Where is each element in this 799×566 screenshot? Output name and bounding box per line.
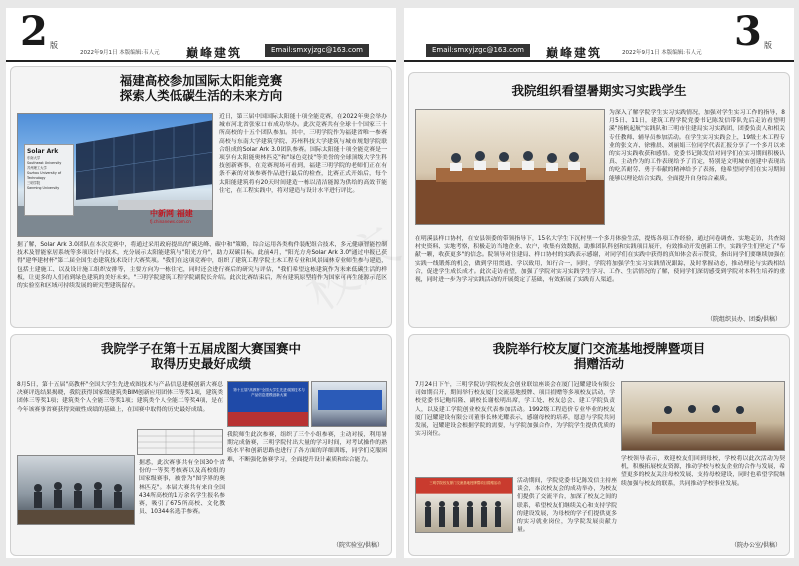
article-title: 捐赠活动: [573, 356, 624, 371]
article-bim: [10, 334, 392, 556]
screen-text: 第十五届"高教杯"全国大学生先进成图技术与产品信息建模创新大赛: [233, 388, 305, 397]
article-text-full: 据了解，Solar Ark 3.0团队在本次竞赛中，将通过采用政府提出的"碳达峰、碳中和"策略，综合运用各类构件装配组合技术，多元健康智能控制技术及智能家居系统等多项设计与技术，充分展示太阳能建筑与"阳光方舟"，助力双碳目标。此前4月，"阳光方舟Solar Ark 3.0"通过申报已获得"建华建材杯"第二届全国生态建筑技术设计大赛奖项。"我们在这项竞赛中，组织了建筑工程学院土木工程专业和风景园林专业师生参与建造，包括土建施工、以及设计施工组织安排等，主要方向为一栋住宅，同时还会进行赛后的研究与评估，"我们希望这栋建筑作为未来低碳生活的样板，让更多的人们看到绿色建筑的美好未来。"三明学院建筑工程学院副院长介绍。此次比赛结束后，所有建筑原型将作为国家可再生能源示范区的实验室和区域可持续发展的研究型建筑留存。: [17, 242, 387, 290]
article-text-column-2: 我院师生此次参赛，组织了三个小组参赛，主动对接，利用暑期完成备赛，三明学院付出大量的学习时间，对考试操作的熟练水平和创新思路也进行了各方面的详细训练，同学们克服困难，不断强化备赛学习，全面提升设计素质和综合能力。: [227, 432, 387, 463]
paper-title: 巅峰建筑: [546, 46, 603, 60]
email-label: Email:smxyjzgc@163.com: [426, 44, 530, 57]
left-page: [6, 8, 396, 558]
banner-text: 三明学院校友厦门交流基地授牌暨项目捐赠活动: [429, 481, 501, 485]
article-credit: （院办公室/供稿）: [730, 542, 781, 549]
article-text-column: 8月5日，第十五届"高教杯"全国大学生先进成图技术与产品信息建模创新大赛总决赛评选结果揭晓，我院获得国家级建筑类BIM创新应用团体三等奖1项，建筑类团体三等奖1项；建筑类个人全能三等奖1项；建筑类个人全能二等奖4项，是在今年该赛事省赛获得突破性成绩的基础上，在国赛中取得的历史最好成绩。: [17, 382, 223, 413]
group-photo: [415, 477, 513, 533]
photo-watermark: 中新网 福建: [150, 209, 193, 218]
paper-title: 巅峰建筑: [186, 46, 243, 60]
edition-label: 版: [50, 41, 58, 50]
page-number: 2: [20, 8, 48, 55]
article-title: 我院组织看望暑期实习实践学生: [511, 83, 687, 98]
article-text-full: 在明溪县样口协村，在安县领委的带领指导下，15名大学生下沉村里一个多月体验生活，提炼各项工作经验，通过问卷调查、实地走访，共查阅村史资料、实地考察，积极走访当地企业、农户，收集有效数据，助推团队科创和实践项目展开，有效推动开发创新工作，实践学生们坚定了"奉献一颗，收获更多"的信念。院领导对住建局、样口协村的实践表示感谢，对同学们在实践中获得的真知体会表示赞赏，指出同学们要继续加强在实践一线锻炼的机会，做到学用贯通、学以致用，知行合一，同时，学院将加强学生实习实践情况跟踪，及时掌握动态，推动理论与实践相结合，促进学生成长成才。此次走访看望，加强了学院对实习实践学生学习、工作、生活情况的了解，使同学们深切感受到学院对本科生培养的重视，同时进一步为学习实践活动的开展奠定了基础，有效拓展了实践育人渠道。: [415, 236, 785, 284]
article-text-column: 近日，第三届中国国际太阳能十项全能竞赛，在2022年奥会举办城市河北省张家口市成功举办。此次竞赛共有全球十个国家三十所高校的十五个团队参加。其中，三明学院作为福建省唯一参赛高校与东南大学建筑学院、苏州科技大学建筑与城市规划学院联合组成的Solar Ark 3.0团队参赛。国际太阳能十项全能竞赛是一项享有太阳能奥林匹克"和"绿色竞技"等美誉的全球顶级大学生科技创新赛事，在竞赛现场可看到，福建三明学院的老师们正在有条不紊的对该参赛作品进行最后的检查，比赛正式开始后，每个太阳能建筑将有20天时间建造一栋以清洁能源为供给的高效节能住宅，在工程实践中，将对建造与设计水平进行评比。: [219, 114, 387, 194]
article-title: 福建高校参加国际太阳能竞赛: [119, 73, 283, 88]
header-rule: [404, 60, 794, 62]
solar-house-photo: [17, 113, 213, 237]
ceremony-photo: [311, 381, 387, 427]
right-page: [404, 8, 794, 558]
article-text-column: 为深入了解学院学生实习实践情况，加强对学生实习工作的指导，8月5日、11日，建筑工程学院党委书记陈发信带队先后走访看望明溪"扬帆起航"实践队和三明市住建局实习实践团，团委负责人和相关专任教师、辅导员参加活动。在学生实习实践会上，19级土木工程专业的张文卉、徐雅晨、刘丽娟三位同学代表汇报分享了一个多月以来的实习实践收获和感悟。党委书记陈发信对同学们在实习期间积极认真、主动作为的工作表现给予了肯定，特别是文明城市创建中表现出的吃苦耐劳、勇于奉献的精神给予了表扬，他希望同学们在实习期间能够以理论结合实践，全面提升自身综合素质。: [609, 110, 785, 182]
meeting-photo: [415, 109, 605, 225]
article-credit: （院实验室/供稿）: [332, 542, 383, 549]
right-masthead: [404, 8, 794, 58]
award-screen-photo: [227, 381, 309, 427]
photo-watermark-url: fj.chinanews.com.cn: [150, 219, 191, 224]
article-title: 我院举行校友厦门交流基地授牌暨项目: [492, 341, 706, 356]
page-number: 3: [734, 8, 762, 55]
article-text-column-2: 学校领导表示，欢迎校友们回到母校，学校将以此次活动为契机，积极拓展校友资源，推动学校与校友企业的合作与发展，希望更多的校友关注母校发展、支持母校建设，同时也希望学院继续加强与校友的联系，共同推动学校事业发展。: [621, 456, 785, 487]
article-title: 取得历史最好成绩: [150, 356, 251, 371]
email-label: Email:smxyjzgc@163.com: [265, 44, 369, 57]
article-text-full: 活动期间，学院党委书记陈发信主持座谈会，本次校友会的成功举办，为校友们提供了交流平台，加深了校友之间的联系，希望校友们继续关心和支持学院的建设发展，为母校的学子们提供更多的实习就业岗位，为学院发展贡献力量。: [517, 478, 617, 534]
left-masthead: [6, 8, 396, 58]
date-line: 2022年9月1日 本版编辑:韦人元: [622, 50, 702, 56]
score-table-image: [137, 429, 223, 455]
article-credit: （院组织员办、团委/供稿）: [706, 316, 781, 323]
header-rule: [6, 60, 396, 62]
signing-photo: [621, 381, 785, 451]
team-photo: [17, 455, 135, 525]
article-text-full: 据悉，此次赛事共有全国30个省份的一等奖考核赛以及高校组的国家级赛事，被誉为"图学界的奥林匹克"。本届大赛共有来自全国434所高校的1万余名学生报名参赛，吸引了675所高校、文化教员、10344名选手参赛。: [139, 460, 225, 516]
article-title: 我院学子在第十五届成图大赛国赛中: [100, 341, 301, 356]
article-internship: [408, 72, 790, 328]
date-line: 2022年9月1日 本版编辑:韦人元: [80, 50, 160, 56]
article-solar: [10, 66, 392, 328]
article-title: 探索人类低碳生活的未来方向: [119, 88, 283, 103]
edition-label: 版: [764, 41, 772, 50]
article-text-column: 7月24日下午，三明学院访学院校友会创业联谊座谈会在厦门冠耀建设有限公司如期召开，期间举行校友厦门交流基地授牌、项目捐赠等多项校友活动，学校党委书记鲍绍隆、副校长谢松明出席，学工处、校友总会、建工学院负责人，以及建工学院创业校友代表参加活动。1992级工程造价专业毕业的校友厦门冠耀建设有限公司董事长林光耀表示，感谢母校的培养，愿意与学院共同发展，冠耀建设会根据学院的需要，与学院加强合作，为学院学生提供优质的实习岗位。: [415, 382, 615, 438]
team-sign: Solar Ark 东南大学 Southeast University 苏州理工大学 Suzhou University of Technology 三明学院 Sanming University: [24, 144, 74, 216]
article-xiamen: [408, 334, 790, 556]
